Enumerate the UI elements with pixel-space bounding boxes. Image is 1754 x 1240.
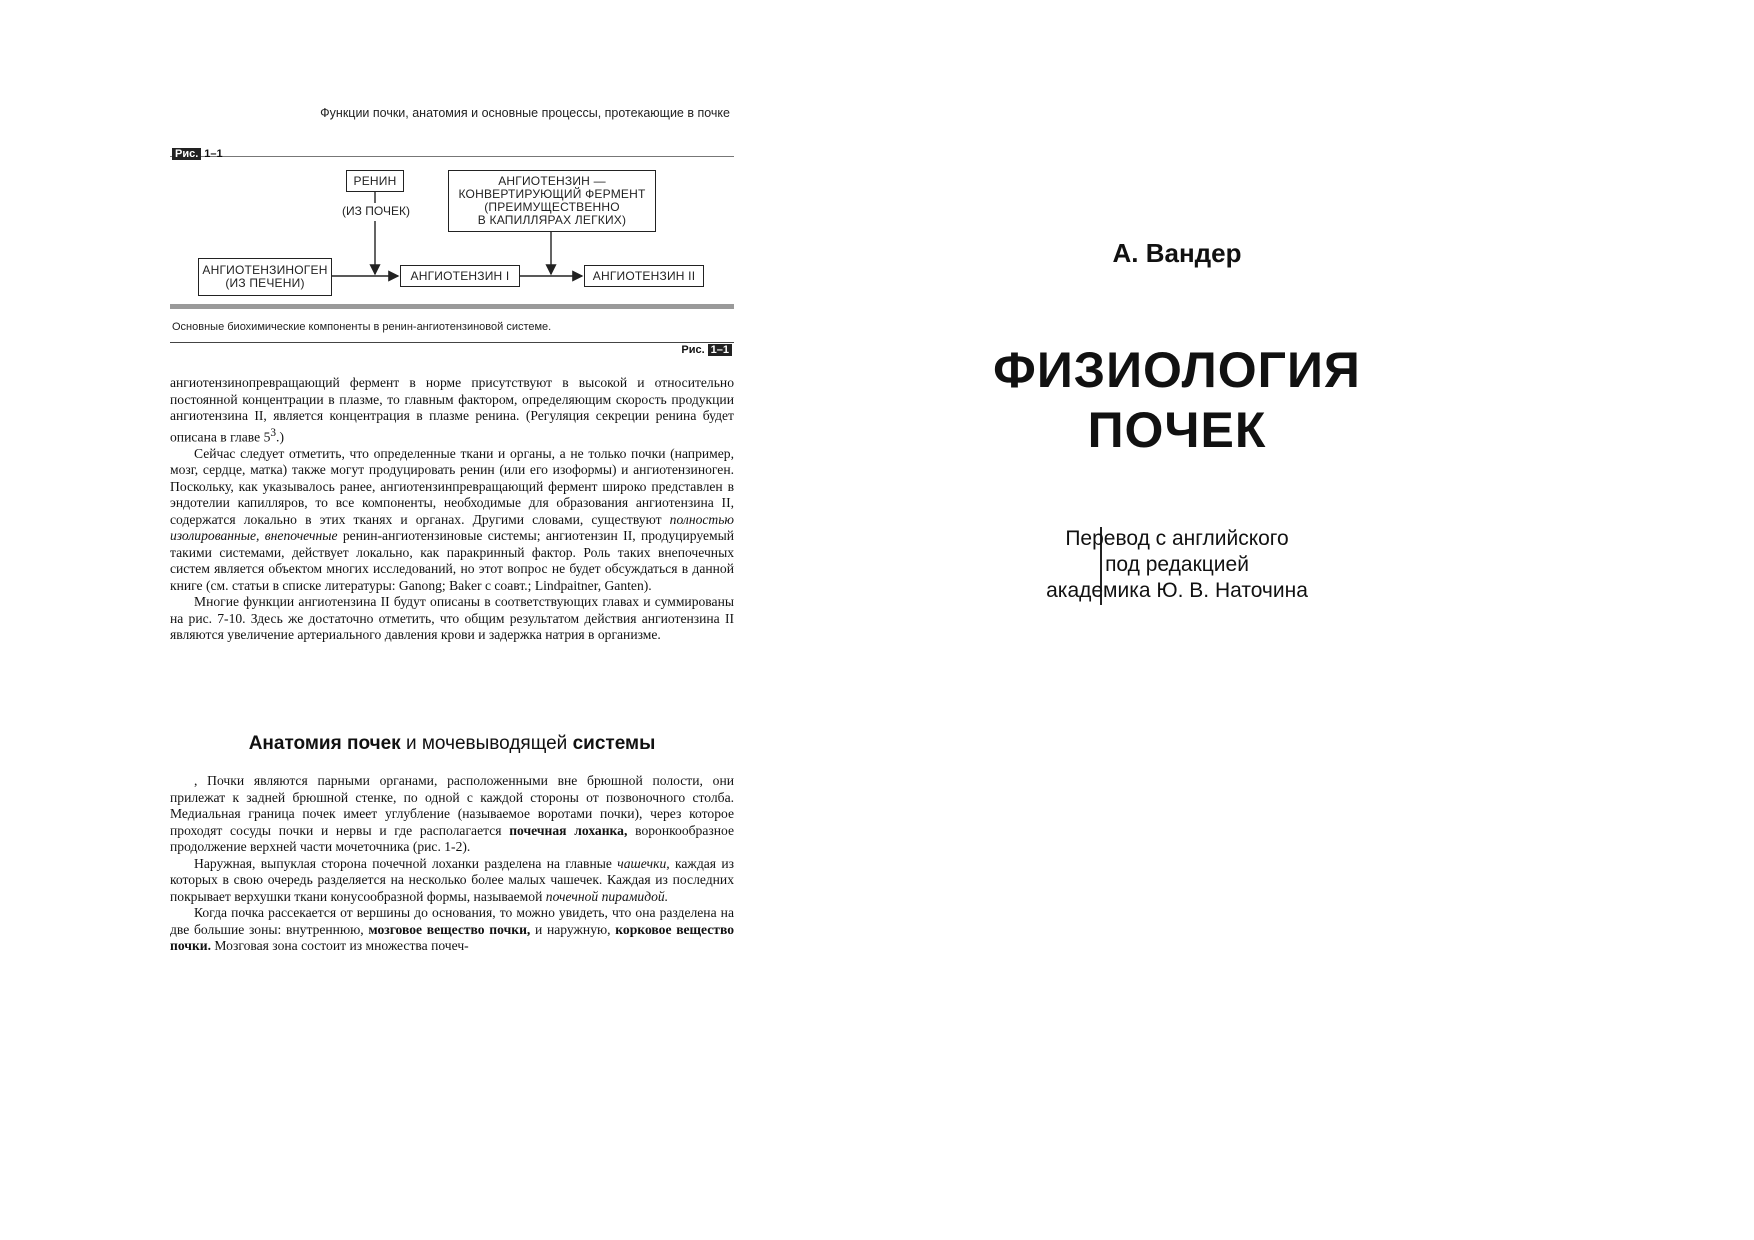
renin-source-note: (ИЗ ПОЧЕК) xyxy=(342,204,410,218)
translation-credits xyxy=(877,526,1477,604)
section-title: Анатомия почек и мочевыводящей системы xyxy=(248,733,656,754)
running-header: Функции почки, анатомия и основные процессы, протекающие в почке xyxy=(320,106,730,120)
book-title-line-2: ПОЧЕК xyxy=(1087,402,1267,458)
figure-band xyxy=(170,304,734,309)
box-ace-enzyme xyxy=(448,170,656,232)
author-name: А. Вандер xyxy=(1112,238,1242,268)
box-angiotensin-1: АНГИОТЕНЗИН I xyxy=(400,265,520,287)
agen-line-2: (ИЗ ПЕЧЕНИ) xyxy=(225,276,305,290)
figure-tag-bottom-number: 1–1 xyxy=(708,344,732,356)
paragraph-5: Наружная, выпуклая сторона почечной лоханки разделена на главные чашечки, каждая из которых в свою очередь разделяется на несколько более малых чашечек. Каждая из последних покрывает верхушки ткани конусообразной формы, называемой почечной пирамидой. xyxy=(170,855,734,904)
footnote-ref: 3 xyxy=(270,426,277,439)
agen-line-1: АНГИОТЕНЗИНОГЕН xyxy=(202,263,328,277)
book-title-line-1: ФИЗИОЛОГИЯ xyxy=(993,342,1361,398)
paragraph-1: ангиотензинопревращающий фермент в норме присутствуют в высокой и относительно постоянной концентрации в плазме, то главным фактором, определяющим скорость продукции ангиотензина II, является концентрация в плазме ренина. (Регуляция секреции ренина будет описана в главе $5^3$.) xyxy=(170,375,734,445)
figure-bottom-rule xyxy=(170,342,734,343)
paragraph-4: , Почки являются парными органами, расположенными вне брюшной полости, они прилежат к задней брюшной стенке, по одной с каждой стороны от позвоночного столба. Медиальная граница почек имеет углубление (называемое воротами почки), через которое проходят сосуды почки и нервы и где располагается почечная лоханка, воронкообразное продолжение верхней части мочеточника (рис. 1-2). xyxy=(170,773,734,854)
box-renin: РЕНИН xyxy=(346,170,404,192)
ace-line-1: АНГИОТЕНЗИН — xyxy=(498,174,606,188)
credit-line-2: под редакцией xyxy=(1105,553,1249,576)
figure-renin-angiotensin xyxy=(170,146,734,358)
credit-line-3: академика Ю. В. Наточина xyxy=(1046,579,1308,602)
figure-tag-bottom-label: Рис. xyxy=(681,344,705,356)
figure-tag-label: Рис. xyxy=(172,148,201,160)
paragraph-2: Сейчас следует отметить, что определенные ткани и органы, а не только почки (например, мозг, сердце, матка) также могут продуцировать ренин (или его изоформы) и ангиотензиноген. Поскольку, как указывалось ранее, ангиотензинпревращающий фермент широко представлен в эндотелии капилляров, то все компоненты, необходимые для образования ангиотензина II, содержатся локально в этих тканях и органах. Другими словами, существуют полностью изолированные, внепочечные ренин-ангиотензиновые системы; ангиотензин II, продуцируемый такими системами, действует локально, как паракринный фактор. Роль таких внепочечных систем является объектом многих исследований, но этот вопрос не будет обсуждаться в данной книге (см. статьи в списке литературы: Ganong; Baker с соавт.; Lindpaitner, Ganten). xyxy=(170,445,734,593)
credit-line-1: Перевод с английского xyxy=(1065,527,1289,550)
ace-line-2: КОНВЕРТИРУЮЩИЙ ФЕРМЕНТ xyxy=(458,187,646,201)
box-angiotensinogen xyxy=(198,258,332,296)
book-title xyxy=(877,340,1477,460)
right-page xyxy=(877,0,1754,1240)
figure-tag-number: 1–1 xyxy=(204,148,223,160)
paragraph-3: Многие функции ангиотензина II будут описаны в соответствующих главах и суммированы на рис. 7-10. Здесь же достаточно отметить, что общим результатом действия ангиотензина II являются увеличение артериального давления крови и задержка натрия в организме. xyxy=(170,594,734,643)
body-text-block-1 xyxy=(170,375,734,644)
box-angiotensin-2: АНГИОТЕНЗИН II xyxy=(584,265,704,287)
ace-line-3: (ПРЕИМУЩЕСТВЕННО xyxy=(484,200,620,214)
figure-caption: Основные биохимические компоненты в ренин-ангиотензиновой системе. xyxy=(172,321,552,333)
body-text-block-2 xyxy=(170,773,734,955)
paragraph-6: Когда почка рассекается от вершины до основания, то можно увидеть, что она разделена на две большие зоны: внутреннюю, мозговое вещество почки, и наружную, корковое вещество почки. Мозговая зона состоит из множества почеч- xyxy=(170,905,734,953)
figure-tag-bottom xyxy=(681,344,732,356)
ace-line-4: В КАПИЛЛЯРАХ ЛЕГКИХ) xyxy=(477,213,627,227)
